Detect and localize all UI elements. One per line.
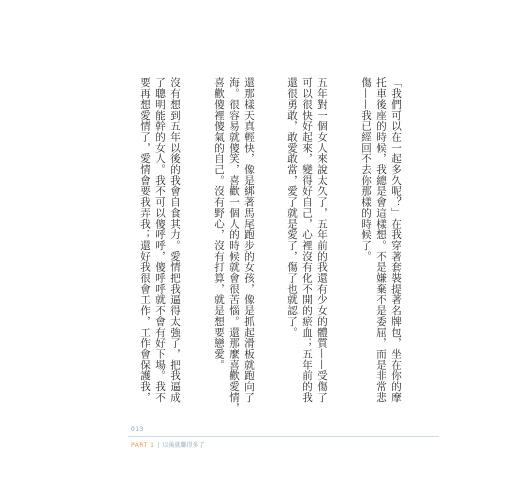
- text-column: 了聰明能幹的女人。我不可以傻呼呼，傻呼呼就不會有好下場。我不: [154, 77, 166, 403]
- part-label: PART 1: [131, 442, 155, 449]
- text-column: 托車後座的時候，我總是會這樣想。不是嫌棄不是委屈，而是非常悲: [375, 77, 387, 403]
- chapter-title: 以後就賺得多了: [162, 442, 205, 449]
- text-column: 要再想愛情了，愛情會要我弄我；還好我很會工作，工作會保護我，: [139, 77, 151, 403]
- text-column: 還那樣天真輕快，像是綁著馬尾跑步的女孩，像是抓起滑板就跑向了: [243, 77, 255, 403]
- text-column: 傷——我已經回不去你那樣的時候了。: [360, 77, 372, 262]
- running-head: [131, 440, 205, 449]
- running-head-separator: |: [157, 442, 160, 449]
- footer-divider: [128, 436, 439, 437]
- text-column: 還很勇敢，敢愛敢當，愛了就是愛了，傷了也就認了。: [286, 77, 298, 338]
- text-column: 「我們可以在一起多久呢？」在我穿著套裝提著名牌包，坐在你的摩: [390, 77, 402, 403]
- text-column: 喜歡傻裡傻氣的自己。沒有野心，沒有打算，就是想要戀愛。: [213, 77, 225, 370]
- page-number: 013: [131, 426, 144, 433]
- text-column: 沒有想到五年以後的我會自食其力。愛情把我逼得太強了，把我逼成: [169, 77, 181, 403]
- text-column: 五年對一個女人來說太久了，五年前的我還有少女的體質——受傷了: [316, 77, 328, 403]
- text-column: 海。很容易就傻笑，喜歡一個人的時候就會很苦惱。還那麼喜歡愛情，: [228, 77, 240, 414]
- text-column: 可以很快好起來，變得好自己，心裡沒有化不開的瘀血；五年前的我: [301, 77, 313, 403]
